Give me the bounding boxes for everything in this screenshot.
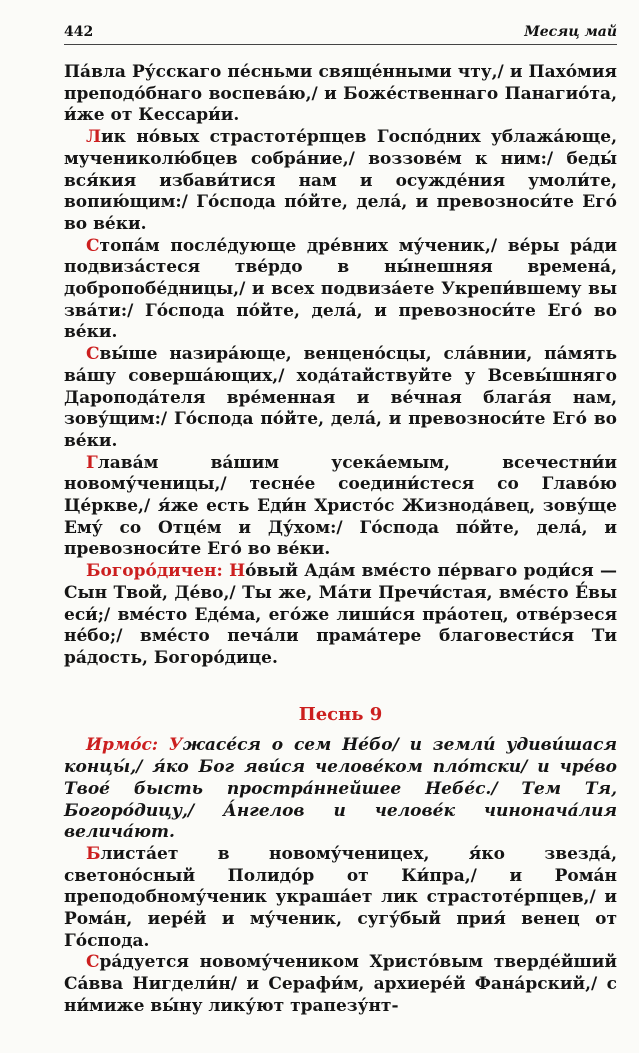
troparion-4 [64, 453, 617, 562]
troparion-1 [64, 127, 617, 236]
drop-initial: С [86, 344, 100, 365]
irmos-text: жасе́ся о сем Не́бо/ и земли́ удиви́шася концы́,/ я́ко Бог яви́ся челове́ком пло́тски/ и чре́во Твое́ бысть простра́ннейшее Небе́с./ Тем Тя, Богоро́дицу,/ А́нгелов и челове́к чинонача́лия велича́ют. [64, 735, 618, 843]
page-number: 442 [64, 24, 94, 40]
troparion-text: листа́ет в новому́ченицех, я́ко звезда́, светоно́сный Полидо́р от Ки́пра,/ и Рома́н преподобному́ченик украша́ет лик страстоте́рпцев,/ и Рома́н, иере́й и му́ченик, сугу́бый прия́ венец от Го́спода. [64, 843, 617, 951]
drop-initial: Л [86, 127, 102, 148]
paragraph-continuation: Па́вла Ру́сскаго пе́сньми свяще́нными чту,/ и Пахо́мия преподо́бнаго воспева́ю,/ и Боже́ственнаго Панагио́та, и́же от Кессари́и. [64, 62, 617, 126]
theotokion [64, 561, 617, 670]
troparion-text: ра́дуется новому́ченикoм Христо́вым тверде́йший Са́вва Нигдели́н/ и Серафи́м, архиере́й Фана́рский,/ с ни́миже вы́ну лику́ют трапезу́нт- [64, 952, 617, 1016]
troparion-text: ик но́вых страстоте́рпцев Госпо́дних ублажа́юще, мучениколю́бцев собра́ние,/ воззове́м к ним:/ беды́ вся́кия избави́тися нам и осужде́ния умоли́те, вопию́щим:/ Го́спода по́йте, дела́, и превозноси́те Его́ во ве́ки. [64, 127, 617, 234]
troparion-3 [64, 344, 617, 453]
troparion-6 [64, 952, 617, 1017]
page-content [64, 62, 617, 1018]
drop-initial: Г [86, 452, 98, 473]
running-header [64, 14, 617, 45]
troparion-text: лава́м ва́шим усека́емым, всечестни́и новому́ченицы,/ тесне́е соедини́стеся со Главо́ю Це́ркве,/ я́же есть Еди́н Христо́с Жизнода́вец, зову́ще Ему́ со Отце́м и Ду́хом:/ Го́спода по́йте, дела́, и превозноси́те Его́ во ве́ки. [64, 452, 617, 560]
drop-initial: С [86, 952, 100, 973]
troparion-2 [64, 236, 617, 345]
song-heading: Песнь 9 [298, 703, 383, 725]
troparion-5 [64, 844, 617, 953]
drop-initial: С [86, 235, 100, 256]
irmos [64, 735, 617, 844]
troparion-text: топа́м после́дующе дре́вних му́ченик,/ ве́ры ра́ди подвиза́стеся тве́рдо в ны́нешняя времена́, добропобе́дницы,/ и всех подвиза́ете Укрепи́вшему вы зва́ти:/ Го́спода по́йте, дела́, и превозноси́те Его́ во ве́ки. [64, 235, 617, 343]
running-title: Месяц май [524, 24, 617, 40]
drop-initial: Б [86, 843, 101, 864]
theotokion-text: о́вый Ада́м вме́сто пе́рваго роди́ся — Сын Твой, Де́во,/ Ты же, Ма́ти Пречи́стая, вме́сто Е́вы еси́;/ вме́сто Еде́ма, его́же лиши́ся пра́отец, отве́рзеся не́бо;/ вме́сто печа́ли прама́тере благовести́ся Ти ра́дость, Богоро́дице. [64, 561, 617, 668]
theotokion-label: Богоро́дичен: Н [86, 561, 246, 582]
troparion-text: вы́ше назира́юще, венцено́сцы, сла́внии, па́мять ва́шу соверша́ющих,/ хода́тайствуйте у Всевы́шняго Дароподáтеля вре́менная и ве́чная блага́я нам, зову́щим:/ Го́спода по́йте, дела́, и превозноси́те Его́ во ве́ки. [64, 344, 617, 451]
irmos-label: Ирмо́с: У [86, 735, 183, 756]
